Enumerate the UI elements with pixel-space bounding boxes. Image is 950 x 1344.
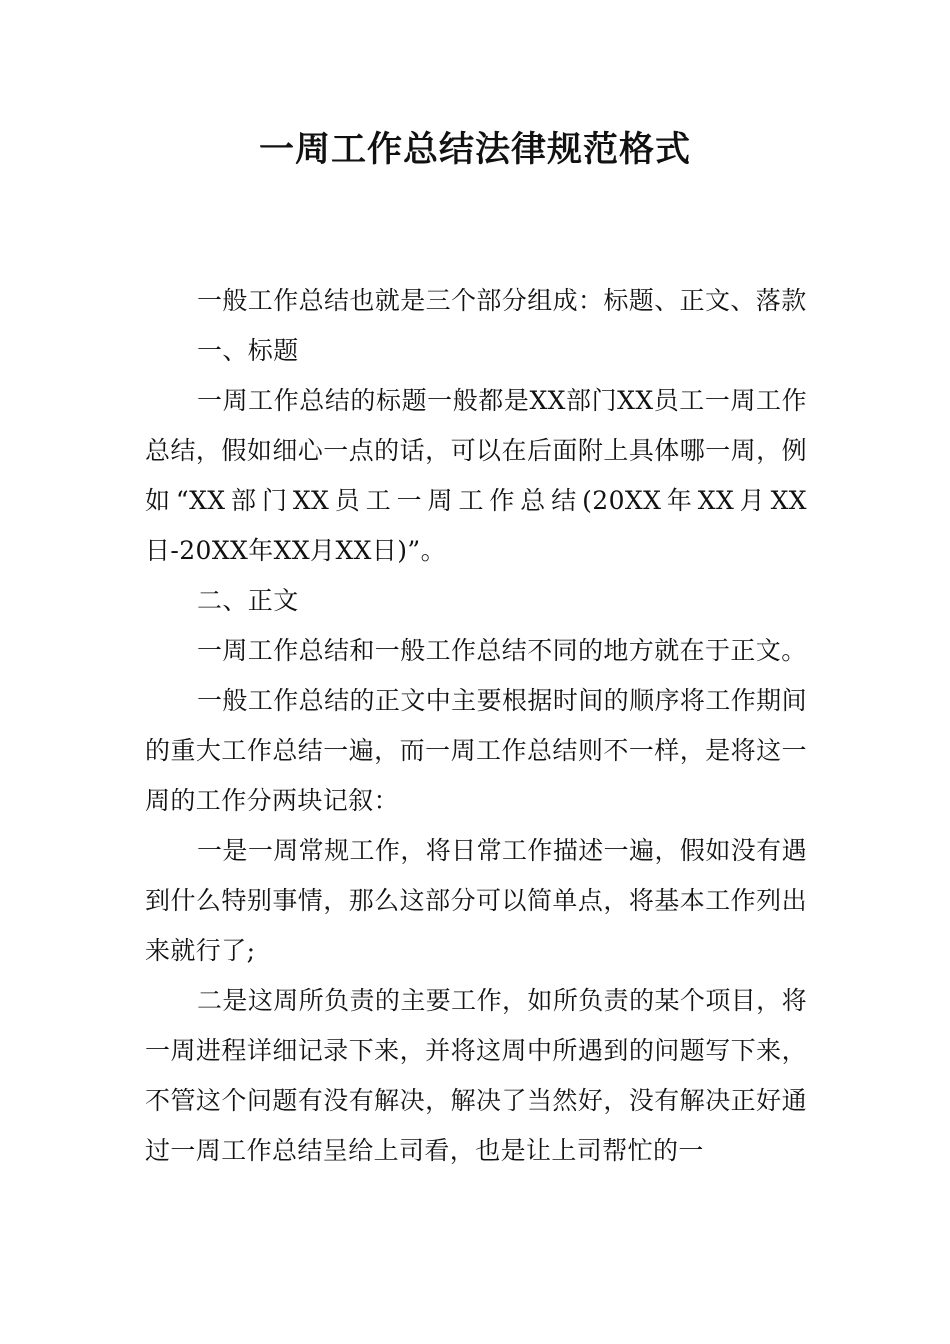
- paragraph-main-work: 二是这周所负责的主要工作，如所负责的某个项目，将一周进程详细记录下来，并将这周中所遇到的问题写下来，不管这个问题有没有解决，解决了当然好，没有解决正好通过一周工作总结呈给上司看，也是让上司帮忙的一: [145, 986, 807, 1165]
- paragraph-intro: 一般工作总结也就是三个部分组成：标题、正文、落款: [197, 286, 807, 315]
- document-title: 一周工作总结法律规范格式: [258, 130, 691, 170]
- paragraph-routine-work: 一是一周常规工作，将日常工作描述一遍，假如没有遇到什么特别事情，那么这部分可以简单点，将基本工作列出来就行了;: [145, 836, 807, 965]
- paragraph-general-summary: 一般工作总结的正文中主要根据时间的顺序将工作期间的重大工作总结一遍，而一周工作总结则不一样，是将这一周的工作分两块记叙：: [145, 686, 807, 815]
- section-heading-body: 二、正文: [197, 586, 299, 615]
- paragraph-difference: 一周工作总结和一般工作总结不同的地方就在于正文。: [197, 636, 807, 665]
- section-heading-title: 一、标题: [197, 336, 299, 365]
- document-body: [145, 276, 807, 1176]
- paragraph-title-format: 一周工作总结的标题一般都是XX部门XX员工一周工作总结，假如细心一点的话，可以在后面附上具体哪一周，例如“XX部门XX员工一周工作总结(20XX年XX月XX日-20XX年XX月XX日)”。: [145, 386, 807, 565]
